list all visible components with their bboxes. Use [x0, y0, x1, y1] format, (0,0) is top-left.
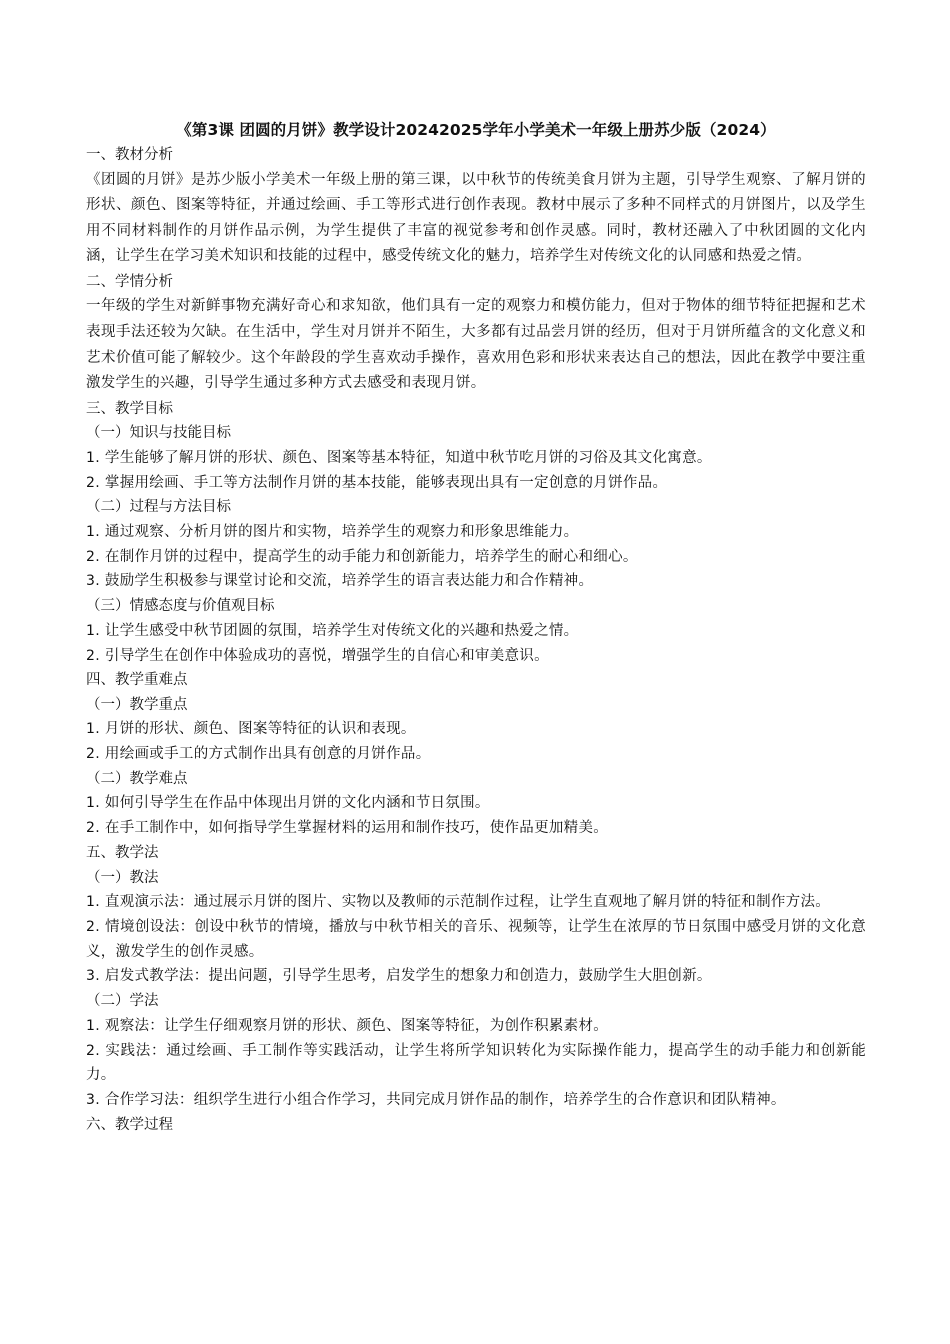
section-heading-teaching-goals: 三、教学目标	[86, 400, 173, 417]
document-title: 《第3课 团圆的月饼》教学设计20242025学年小学美术一年级上册苏少版（2024）	[176, 121, 776, 139]
list-item: 2. 用绘画或手工的方式制作出具有创意的月饼作品。	[86, 746, 431, 763]
document-page	[86, 118, 866, 1137]
list-item: 1. 直观演示法：通过展示月饼的图片、实物以及教师的示范制作过程，让学生直观地了解月饼的特征和制作方法。	[86, 894, 831, 911]
subheading-teaching-method: （一）教法	[86, 869, 159, 886]
section-heading-teaching-process: 六、教学过程	[86, 1116, 173, 1133]
list-item: 1. 观察法：让学生仔细观察月饼的形状、颜色、图案等特征，为创作积累素材。	[86, 1017, 609, 1034]
subheading-key-points: （一）教学重点	[86, 696, 188, 713]
list-item: 3. 合作学习法：组织学生进行小组合作学习，共同完成月饼作品的制作，培养学生的合作意识和团队精神。	[86, 1092, 786, 1109]
section-heading-student-analysis: 二、学情分析	[86, 273, 173, 290]
list-item: 3. 启发式教学法：提出问题，引导学生思考，启发学生的想象力和创造力，鼓励学生大胆创新。	[86, 968, 712, 985]
subheading-emotion-values: （三）情感态度与价值观目标	[86, 598, 275, 615]
list-item: 2. 实践法：通过绘画、手工制作等实践活动，让学生将所学知识转化为实际操作能力，提高学生的动手能力和创新能力。	[86, 1042, 866, 1084]
section-heading-key-difficult: 四、教学重难点	[86, 672, 188, 689]
list-item: 2. 情境创设法：创设中秋节的情境，播放与中秋节相关的音乐、视频等，让学生在浓厚的节日氛围中感受月饼的文化意义，激发学生的创作灵感。	[86, 918, 866, 960]
subheading-learning-method: （二）学法	[86, 993, 159, 1010]
list-item: 1. 通过观察、分析月饼的图片和实物，培养学生的观察力和形象思维能力。	[86, 523, 579, 540]
list-item: 1. 月饼的形状、颜色、图案等特征的认识和表现。	[86, 721, 416, 738]
section-heading-teaching-methods: 五、教学法	[86, 845, 159, 862]
subheading-difficult-points: （二）教学难点	[86, 770, 188, 787]
list-item: 1. 让学生感受中秋节团圆的氛围，培养学生对传统文化的兴趣和热爱之情。	[86, 622, 579, 639]
list-item: 2. 在制作月饼的过程中，提高学生的动手能力和创新能力，培养学生的耐心和细心。	[86, 548, 638, 565]
list-item: 2. 掌握用绘画、手工等方法制作月饼的基本技能，能够表现出具有一定创意的月饼作品。	[86, 474, 668, 491]
list-item: 3. 鼓励学生积极参与课堂讨论和交流，培养学生的语言表达能力和合作精神。	[86, 573, 594, 590]
subheading-knowledge-skills: （一）知识与技能目标	[86, 425, 231, 442]
section-heading-textbook-analysis: 一、教材分析	[86, 147, 173, 163]
student-analysis-paragraph: 一年级的学生对新鲜事物充满好奇心和求知欲，他们具有一定的观察力和模仿能力，但对于物体的细节特征把握和艺术表现手法还较为欠缺。在生活中，学生对月饼并不陌生，大多都有过品尝月饼的经历，但对于月饼所蕴含的文化意义和艺术价值可能了解较少。这个年龄段的学生喜欢动手操作，喜欢用色彩和形状来表达自己的想法，因此在教学中要注重激发学生的兴趣，引导学生通过多种方式去感受和表现月饼。	[86, 298, 866, 392]
list-item: 2. 在手工制作中，如何指导学生掌握材料的运用和制作技巧，使作品更加精美。	[86, 820, 609, 837]
subheading-process-method: （二）过程与方法目标	[86, 499, 231, 516]
list-item: 2. 引导学生在创作中体验成功的喜悦，增强学生的自信心和审美意识。	[86, 647, 549, 664]
list-item: 1. 如何引导学生在作品中体现出月饼的文化内涵和节日氛围。	[86, 795, 490, 812]
textbook-analysis-paragraph: 《团圆的月饼》是苏少版小学美术一年级上册的第三课，以中秋节的传统美食月饼为主题，引导学生观察、了解月饼的形状、颜色、图案等特征，并通过绘画、手工等形式进行创作表现。教材中展示了多种不同样式的月饼图片，以及学生用不同材料制作的月饼作品示例，为学生提供了丰富的视觉参考和创作灵感。同时，教材还融入了中秋团圆的文化内涵，让学生在学习美术知识和技能的过程中，感受传统文化的魅力，培养学生对传统文化的认同感和热爱之情。	[86, 171, 866, 265]
list-item: 1. 学生能够了解月饼的形状、颜色、图案等基本特征，知道中秋节吃月饼的习俗及其文化寓意。	[86, 449, 712, 466]
